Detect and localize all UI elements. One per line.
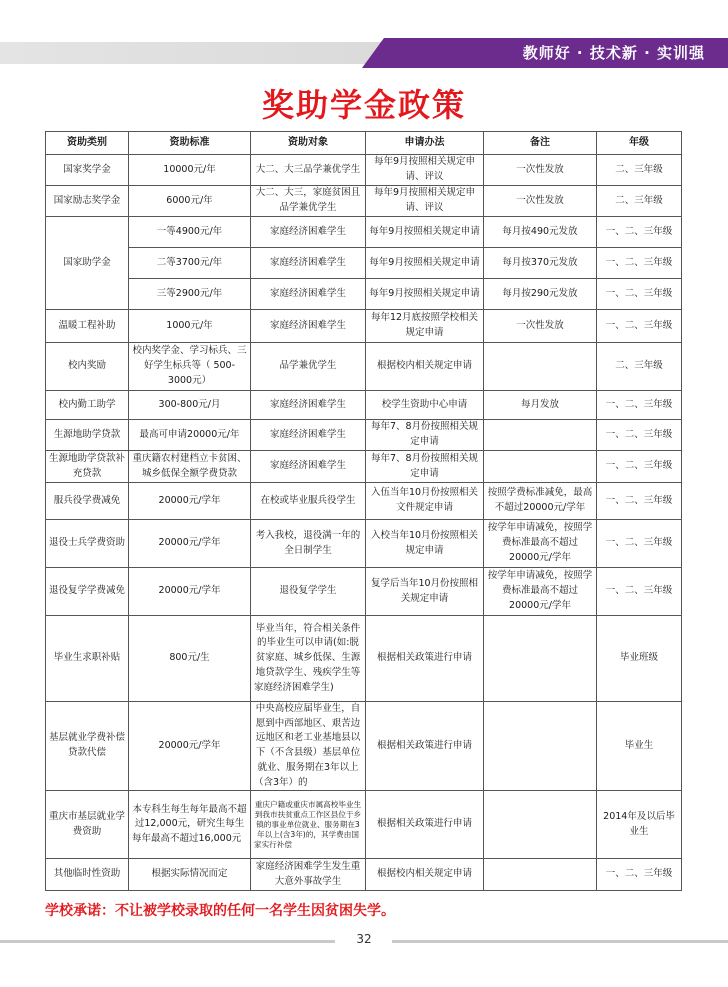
cell-grade: 毕业生 [597,702,682,791]
cell-note: 一次性发放 [484,310,597,343]
cell-target: 重庆户籍或重庆市属高校毕业生到我市扶贫重点工作区县位于乡镇的事业单位就业、服务期在3年以上(含3年)的，其学费由国家实行补偿 [251,791,366,859]
cell-category: 毕业生求职补贴 [46,616,129,702]
cell-target: 家庭经济困难学生 [251,279,366,310]
cell-standard: 1000元/年 [129,310,251,343]
cell-method: 每年7、8月份按照相关规定申请 [366,420,484,451]
cell-target: 考入我校，退役满一年的全日制学生 [251,520,366,568]
cell-grade: 一、二、三年级 [597,520,682,568]
cell-standard: 校内奖学金、学习标兵、三好学生标兵等（ 500-3000元） [129,343,251,391]
cell-category: 退役士兵学费资助 [46,520,129,568]
cell-grade: 一、二、三年级 [597,568,682,616]
cell-standard: 三等2900元/年 [129,279,251,310]
cell-standard: 10000元/年 [129,155,251,186]
cell-method: 每年9月按照相关规定申请、评议 [366,186,484,217]
cell-target: 家庭经济困难学生 [251,420,366,451]
cell-note [484,791,597,859]
cell-method: 每年9月按照相关规定申请 [366,217,484,248]
cell-standard: 最高可申请20000元/年 [129,420,251,451]
cell-category: 国家奖学金 [46,155,129,186]
cell-grade: 2014年及以后毕业生 [597,791,682,859]
cell-note [484,702,597,791]
cell-target: 家庭经济困难学生 [251,217,366,248]
cell-note: 每月按290元发放 [484,279,597,310]
cell-grade: 一、二、三年级 [597,391,682,420]
cell-category: 国家励志奖学金 [46,186,129,217]
cell-note: 每月按490元发放 [484,217,597,248]
cell-note [484,343,597,391]
cell-method: 每年7、8月份按照相关规定申请 [366,451,484,483]
cell-method: 根据相关政策进行申请 [366,702,484,791]
cell-note: 按学年申请减免，按照学费标准最高不超过20000元/学年 [484,520,597,568]
cell-category: 生源地助学贷款补充贷款 [46,451,129,483]
column-header: 资助对象 [251,132,366,155]
cell-grade: 一、二、三年级 [597,310,682,343]
cell-grade: 一、二、三年级 [597,217,682,248]
table-row [46,791,682,859]
table-row [46,186,682,217]
cell-note: 按照学费标准减免，最高不超过20000元/学年 [484,483,597,520]
cell-method: 每年9月按照相关规定申请 [366,248,484,279]
header-slogan: 教师好 · 技术新 · 实训强 [522,44,705,62]
table-row [46,451,682,483]
cell-method: 入校当年10月份按照相关规定申请 [366,520,484,568]
cell-target: 大二、大三，家庭贫困且品学兼优学生 [251,186,366,217]
cell-note [484,616,597,702]
cell-standard: 二等3700元/年 [129,248,251,279]
table-row [46,520,682,568]
table-row [46,859,682,891]
cell-target: 家庭经济困难学生 [251,310,366,343]
page-title: 奖助学金政策 [261,86,466,124]
table-header-row [46,132,682,155]
cell-method: 校学生资助中心申请 [366,391,484,420]
school-pledge: 学校承诺：不让被学校录取的任何一名学生因贫困失学。 [45,903,395,919]
cell-method: 每年9月按照相关规定申请 [366,279,484,310]
cell-note: 一次性发放 [484,186,597,217]
cell-standard: 根据实际情况而定 [129,859,251,891]
cell-category: 基层就业学费补偿贷款代偿 [46,702,129,791]
cell-category: 服兵役学费减免 [46,483,129,520]
cell-standard: 重庆籍农村建档立卡贫困、城乡低保全额学费贷款 [129,451,251,483]
table-row [46,568,682,616]
table-row [46,343,682,391]
cell-target: 家庭经济困难学生 [251,248,366,279]
cell-grade: 一、二、三年级 [597,279,682,310]
cell-category: 退役复学学费减免 [46,568,129,616]
cell-standard: 20000元/学年 [129,568,251,616]
column-header: 备注 [484,132,597,155]
cell-category: 校内勤工助学 [46,391,129,420]
column-header: 申请办法 [366,132,484,155]
table-row [46,702,682,791]
cell-category: 校内奖励 [46,343,129,391]
cell-method: 根据相关政策进行申请 [366,791,484,859]
cell-grade: 二、三年级 [597,343,682,391]
cell-method: 每年9月按照相关规定申请、评议 [366,155,484,186]
table-row [46,310,682,343]
footer-rule-right [392,940,728,943]
cell-note: 每月按370元发放 [484,248,597,279]
cell-method: 根据校内相关规定申请 [366,343,484,391]
table-row [46,616,682,702]
table-row [46,217,682,248]
cell-note [484,451,597,483]
cell-method: 复学后当年10月份按照相关规定申请 [366,568,484,616]
table-row [46,420,682,451]
policy-table [45,131,682,891]
cell-category: 重庆市基层就业学费资助 [46,791,129,859]
cell-target: 中央高校应届毕业生，自愿到中西部地区、艰苦边远地区和老工业基地县以下（不含县级）基层单位就业、服务期在3年以上（含3年）的 [251,702,366,791]
cell-grade: 毕业班级 [597,616,682,702]
table-row [46,155,682,186]
cell-grade: 二、三年级 [597,186,682,217]
cell-grade: 一、二、三年级 [597,859,682,891]
column-header: 资助标准 [129,132,251,155]
cell-note: 一次性发放 [484,155,597,186]
cell-grade: 一、二、三年级 [597,420,682,451]
cell-note: 按学年申请减免，按照学费标准最高不超过20000元/学年 [484,568,597,616]
cell-target: 家庭经济困难学生 [251,391,366,420]
cell-method: 根据校内相关规定申请 [366,859,484,891]
cell-grade: 二、三年级 [597,155,682,186]
cell-method: 每年12月底按照学校相关规定申请 [366,310,484,343]
footer-rule-left [0,940,335,943]
cell-category: 温暖工程补助 [46,310,129,343]
cell-note [484,420,597,451]
cell-target: 家庭经济困难学生发生重大意外事故学生 [251,859,366,891]
column-header: 年级 [597,132,682,155]
table-row [46,248,682,279]
table-row [46,391,682,420]
cell-target: 退役复学学生 [251,568,366,616]
cell-standard: 20000元/学年 [129,483,251,520]
cell-standard: 300-800元/月 [129,391,251,420]
cell-standard: 6000元/年 [129,186,251,217]
cell-method: 根据相关政策进行申请 [366,616,484,702]
table-row [46,279,682,310]
cell-grade: 一、二、三年级 [597,483,682,520]
cell-grade: 一、二、三年级 [597,248,682,279]
cell-category: 其他临时性资助 [46,859,129,891]
cell-target: 品学兼优学生 [251,343,366,391]
cell-note: 每月发放 [484,391,597,420]
cell-category: 生源地助学贷款 [46,420,129,451]
cell-target: 毕业当年，符合相关条件的毕业生可以申请(如:脱贫家庭、城乡低保、生源地贷款学生、残疾学生等家庭经济困难学生) [251,616,366,702]
cell-target: 大二、大三品学兼优学生 [251,155,366,186]
table-row [46,483,682,520]
cell-grade: 一、二、三年级 [597,451,682,483]
cell-standard: 本专科生每生每年最高不超过12,000元，研究生每生每年最高不超过16,000元 [129,791,251,859]
page-number: 32 [356,932,372,946]
cell-standard: 20000元/学年 [129,520,251,568]
cell-standard: 800元/生 [129,616,251,702]
cell-category: 国家助学金 [46,217,129,310]
cell-method: 入伍当年10月份按照相关文件规定申请 [366,483,484,520]
cell-standard: 20000元/学年 [129,702,251,791]
cell-note [484,859,597,891]
column-header: 资助类别 [46,132,129,155]
cell-target: 在校或毕业服兵役学生 [251,483,366,520]
cell-target: 家庭经济困难学生 [251,451,366,483]
cell-standard: 一等4900元/年 [129,217,251,248]
